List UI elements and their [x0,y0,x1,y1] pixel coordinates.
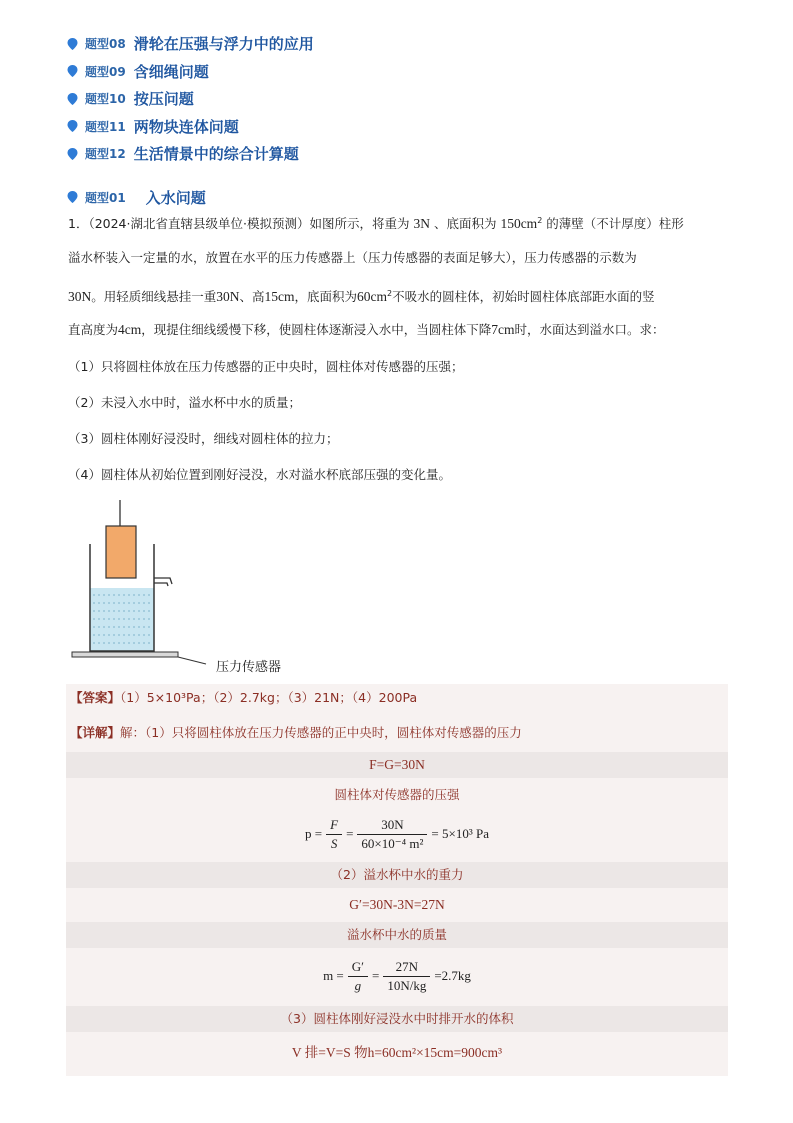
solution-step-text: （3）圆柱体刚好浸没水中时排开水的体积 [66,1006,728,1032]
fraction [326,817,342,852]
fraction-denominator: S [330,835,338,851]
pressure-sensor-plate [72,652,178,657]
location-pin-icon [66,119,79,133]
detail-row [66,720,728,746]
fraction-denominator: 10N/kg [387,977,427,993]
detail-label: 【详解】 [70,725,121,740]
toc-title: 按压问题 [133,90,194,109]
detail-text: 解：（1）只将圆柱体放在压力传感器的正中央时，圆柱体对传感器的压力 [120,725,522,740]
toc-tag: 题型10 [85,92,126,107]
solution-step-text: 溢水杯中水的质量 [66,922,728,948]
question-line-4 [68,321,732,339]
fraction-numerator: F [326,817,342,835]
toc-item[interactable] [66,58,314,86]
toc-item[interactable] [66,30,314,58]
location-pin-icon [66,147,79,161]
question-text: 时，水面达到溢水口。求： [514,322,665,337]
toc-tag: 题型08 [85,37,126,52]
eq-result: = 5×10³ Pa [431,826,489,841]
fraction-numerator: 27N [383,959,430,977]
figure-caption: 压力传感器 [216,660,282,675]
answer-label: 【答案】 [70,690,121,705]
question-text: 的薄壁（不计厚度）柱形 [546,216,684,231]
label-leader-line [178,657,206,664]
location-pin-icon [66,92,79,106]
question-part-1: （1）只将圆柱体放在压力传感器的正中央时，圆柱体对传感器的压强； [68,359,464,374]
equation-force: F=G=30N [66,752,728,778]
toc-item[interactable] [66,85,314,113]
math-value: 3N [413,216,430,231]
equation-volume: V 排=V=S 物h=60cm²×15cm=900cm³ [291,1045,503,1060]
section-heading [66,186,206,208]
toc-tag: 题型09 [85,64,126,79]
question-text: 、底面积为 [433,216,497,231]
equation-mass: m = $\frac{G'}{g}$ = $\frac{27N}{10N/kg}$ =2.7kg [323,958,471,993]
question-line-2: 溢水杯装入一定量的水，放置在水平的压力传感器上（压力传感器的表面足够大），压力传感器的示数为 [68,250,637,265]
fraction [357,817,427,852]
question-text: ，底面积为 [294,289,358,304]
apparatus-diagram [66,492,306,682]
fraction-numerator: G′ [348,959,368,977]
question-text: 1．（2024·湖北省直辖县级单位·模拟预测）如图所示，将重为 [68,216,410,231]
toc-title: 两物块连体问题 [133,117,239,136]
toc-item[interactable] [66,140,314,168]
question-text: 直高度为 [68,322,119,337]
table-of-contents [66,30,314,168]
solution-step-text: 圆柱体对传感器的压强 [334,787,460,802]
math-value: 30N [216,289,240,304]
toc-title: 滑轮在压强与浮力中的应用 [133,35,314,54]
fraction [348,959,368,994]
location-pin-icon [66,64,79,78]
equation-pressure: p = $\frac{F}{S}$ = $\frac{30N}{\text{60×10⁻⁴ m²}}$ = 5×10³ Pa [305,816,489,851]
question-text: 、高 [239,289,265,304]
fraction-denominator: 60×10⁻⁴ m² [361,835,424,851]
solution-step-text: （2）溢水杯中水的重力 [66,862,728,888]
question-text: ，现提住细线缓慢下移，使圆柱体逐渐浸入水中，当圆柱体下降 [141,322,492,337]
math-value: 30N [68,289,92,304]
question-text: 不吸水的圆柱体，初始时圆柱体底部距水面的竖 [392,289,655,304]
overflow-spout [154,578,172,586]
math-value: 15cm [264,289,295,304]
question-text: 。用轻质细线悬挂一重 [91,289,217,304]
toc-item[interactable] [66,113,314,141]
question-part-2: （2）未浸入水中时，溢水杯中水的质量； [68,395,301,410]
question-part-3: （3）圆柱体刚好浸没时，细线对圆柱体的拉力； [68,431,339,446]
equation-weight: G′=30N-3N=27N [349,897,445,912]
cylinder-block [106,526,136,578]
question-part-4: （4）圆柱体从初始位置到刚好浸没，水对溢水杯底部压强的变化量。 [68,467,451,482]
toc-title: 含细绳问题 [133,62,209,81]
math-value: 4cm [118,322,142,337]
eq-lhs: m = [323,968,344,983]
overflow-cup-figure [66,492,306,686]
answer-row [66,684,728,712]
solution-panel [66,684,728,1076]
math-value: 7cm [491,322,515,337]
location-pin-icon [66,190,79,204]
fraction-denominator: g [354,977,362,993]
eq-result: =2.7kg [434,968,471,983]
toc-title: 生活情景中的综合计算题 [133,145,299,164]
section-title: 入水问题 [145,188,206,207]
question-line-1: 1．（2024·湖北省直辖县级单位·模拟预测）如图所示，将重为 3N 、底面积为 $150cm^2$ 的薄壁（不计厚度）柱形 [68,216,684,231]
toc-tag: 题型12 [85,147,126,162]
eq-lhs: p = [305,826,323,841]
toc-tag: 题型11 [85,119,126,134]
question-line-3: 30N。用轻质细线悬挂一重30N、高15cm，底面积为$60cm^2$不吸水的圆柱体，初始时圆柱体底部距水面的竖 [68,289,655,304]
math-value: 60cm [357,289,388,304]
answer-text: （1）5×10³Pa；（2）2.7kg；（3）21N；（4）200Pa [120,690,418,705]
location-pin-icon [66,37,79,51]
section-tag: 题型01 [85,190,126,205]
math-value: 150cm [500,216,538,231]
fraction [383,959,430,994]
fraction-numerator: 30N [357,817,427,835]
